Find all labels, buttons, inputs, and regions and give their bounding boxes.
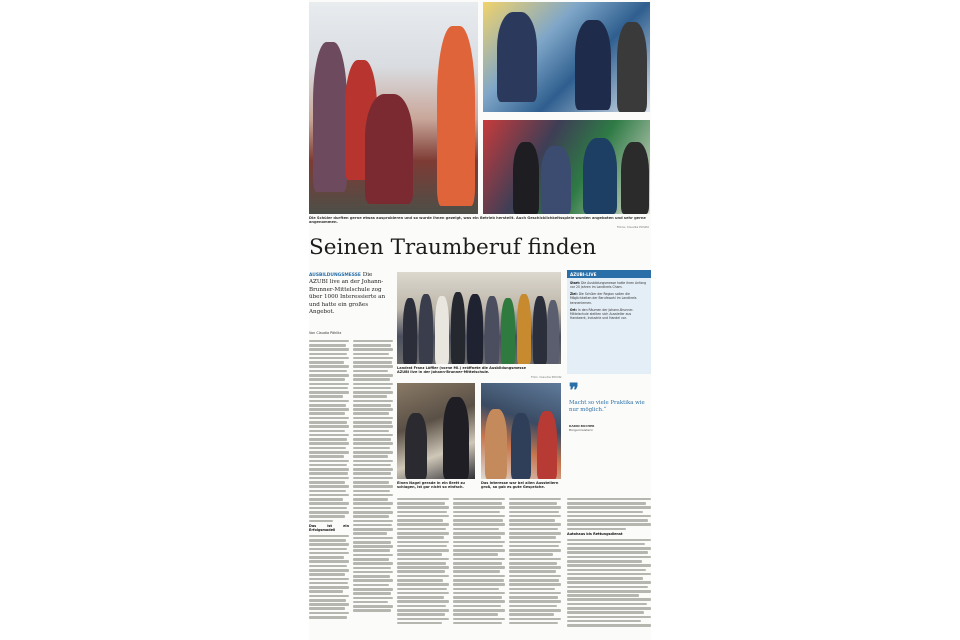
subhead-col5: Autohaus bis Rettungsdienst [567, 532, 623, 537]
pull-quote: Macht so viele Praktika wie nur möglich.“ [569, 400, 645, 413]
photo-ambulance-students [309, 2, 478, 214]
photo-students-group [483, 120, 650, 214]
top-caption-text: Die Schüler durften gerne etwas ausprobieren und so wurde ihnen gezeigt, was ein Betrieb herstellt. Auch Geschicklichkeitsspiele wurden angeboten und sehr gerne angenommen. [309, 216, 646, 225]
article-column-2 [353, 338, 393, 638]
photo-left-caption: Einen Nagel gerade in ein Brett zu schlagen, ist gar nicht so einfach. [397, 481, 465, 490]
group-photo-caption: Landrat Franz Löffler (vorne Mi.) eröffnete die Ausbildungsmesse AZUBI live in der Johann-Brunner-Mittelschule. [397, 366, 526, 375]
info-item-start [570, 281, 648, 289]
info-box [567, 270, 651, 374]
article-column-1 [309, 338, 349, 638]
article-column-5 [509, 496, 561, 638]
group-photo-credit: Foto: Claudia Pöhlitz [531, 375, 562, 379]
article-column-4 [453, 496, 505, 638]
subhead-col1: Das ist ein Erfolgsmodell [309, 524, 349, 533]
photo-group-opening [397, 272, 561, 364]
photo-right-caption: Das Interesse war bei allen Ausstellern groß, so gab es gute Gespräche. [481, 481, 559, 490]
info-item-label: Ort: [570, 307, 577, 312]
quote-author: KARIN BUCHER [569, 424, 595, 428]
photo-nail-board [397, 383, 475, 479]
article-column-6 [567, 496, 651, 638]
info-box-title: AZUBI-LIVE [567, 270, 651, 278]
quote-author-role: Bürgermeisterin [569, 428, 594, 432]
info-item-label: Ziel: [570, 292, 578, 297]
newspaper-page [309, 0, 651, 640]
info-item-place [570, 308, 648, 320]
info-item-goal [570, 292, 648, 304]
photo-conversation [481, 383, 561, 479]
headline: Seinen Traumberuf finden [309, 235, 597, 260]
lede-kicker: AUSBILDUNGSMESSE [309, 273, 361, 278]
lede [309, 272, 393, 316]
info-item-text: Die Schüler der Region sollen die Möglichkeiten der Berufswahl im Landkreis kennenlernen. [570, 292, 637, 305]
photo-exhibitor-stand [483, 2, 650, 112]
info-item-label: Start: [570, 281, 581, 286]
article-column-3 [397, 496, 449, 638]
lede-text: Die AZUBI live an der Johann-Brunner-Mittelschule zog über 1000 Interessierte an und hatte ein großes Angebot. [309, 272, 386, 316]
top-photo-caption [309, 216, 651, 225]
byline: Von Claudia Pöhlitz [309, 331, 342, 335]
info-item-text: In den Räumen der Johann-Brunner-Mittelschule stellten sich Aussteller aus Handwerk, Industrie und Handel vor. [570, 307, 634, 320]
info-item-text: Die Ausbildungsmesse hatte ihren Anfang vor 20 Jahren im Landkreis Cham. [570, 281, 647, 290]
top-photo-credit: Fotos: Claudia Pöhlitz [616, 225, 649, 229]
quote-mark-icon: ❞ [569, 380, 579, 401]
